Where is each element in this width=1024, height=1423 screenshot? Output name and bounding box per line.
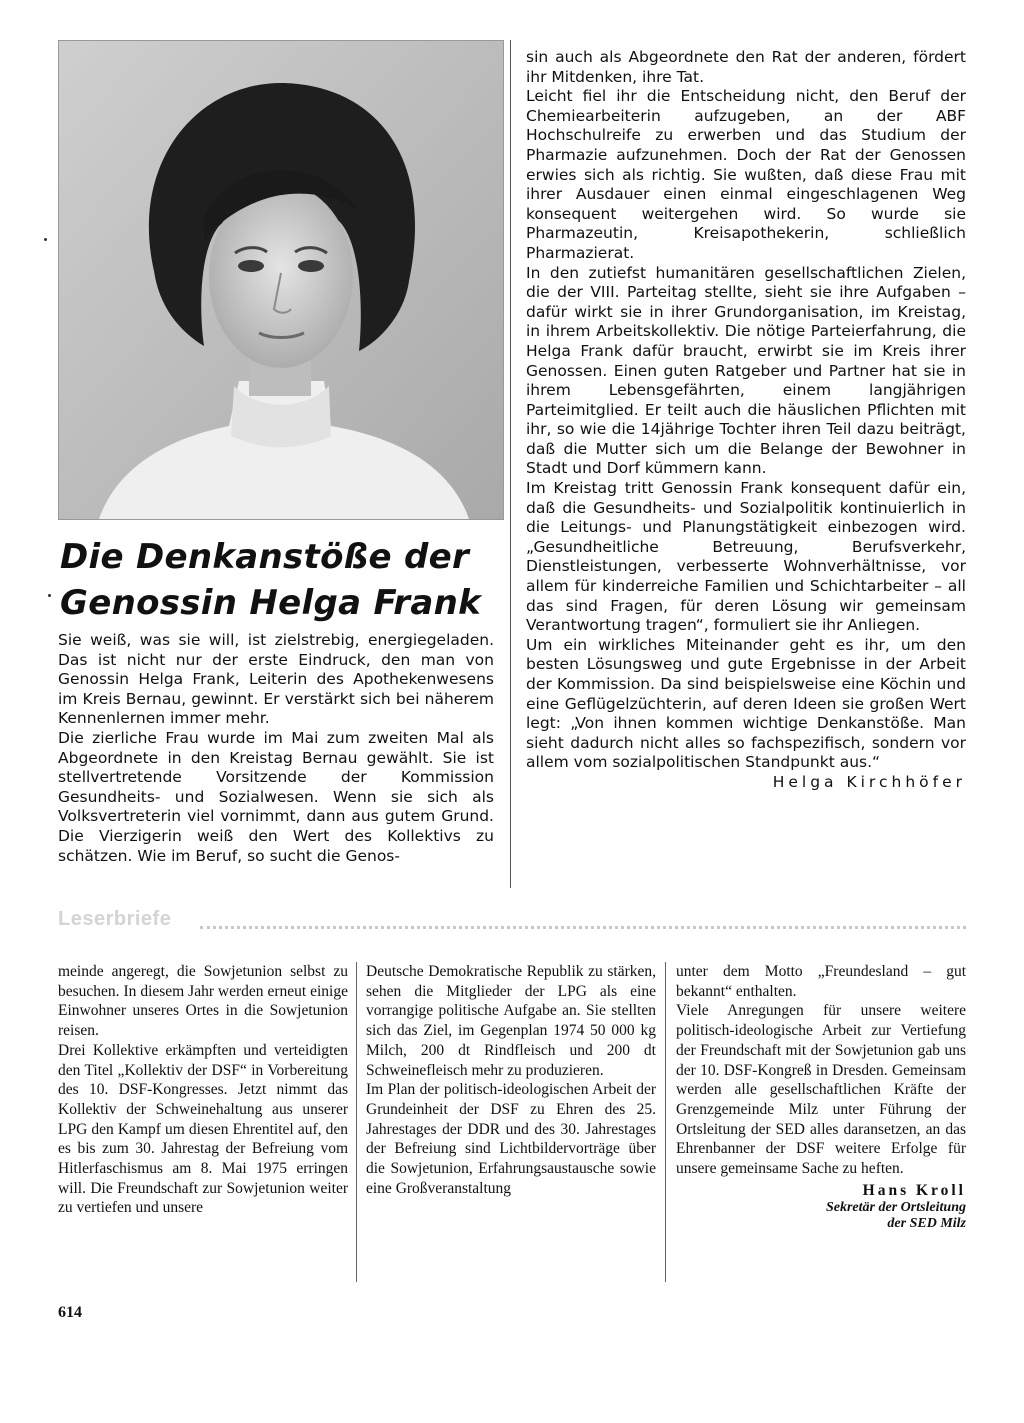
article-paragraph: Sie weiß, was sie will, ist zielstrebig, energiegeladen. Das ist nicht nur der erste Eindruck, den man von Genossin Helga Frank, Leiterin des Apothekenwesens im Kreis Bernau, gewinnt. Er verstärkt sich bei näherem Kennenlernen immer mehr. (58, 631, 494, 728)
letter-paragraph: Drei Kollektive erkämpften und verteidigten den Titel „Kollektiv der DSF“ in Vorbereitung des 10. DSF-Kongresses. Jetzt nimmt das Kollektiv der Schweinehaltung aus unserer LPG den Kampf um diesen Ehrentitel auf, den es bis zum 30. Jahrestag der Befreiung vom Hitlerfaschismus am 8. Mai 1975 erringen will. Die Freundschaft zur Sowjetunion weiter zu vertiefen und unsere (58, 1041, 348, 1217)
column-divider (665, 962, 666, 1282)
author-line (526, 773, 966, 793)
article-paragraph: Leicht fiel ihr die Entscheidung nicht, den Beruf der Chemiearbeiterin aufzugeben, an der ABF Hochschulreife zu erwerben und das Studium der Pharmazie aufzunehmen. Doch der Rat der Genossen erwies sich als richtig. Sie wußten, daß diese Frau mit ihrer Ausdauer einen einmal eingeschlagenen Weg konsequent weitergehen wird. So wurde sie Pharmazeutin, Kreisapothekerin, schließlich Pharmazierat. (526, 87, 966, 262)
article-paragraph: Im Kreistag tritt Genossin Frank konsequent dafür ein, daß die Gesundheits- und Sozialpolitik kontinuierlich in die Leitungs- und Planungstätigkeit einbezogen wird. „Gesundheitliche Betreuung, Berufsverkehr, Dienstleistungen, verbesserte Wohnverhältnisse, vor allem für kinderreiche Familien und Schichtarbeiter – all das sind Fragen, für deren Lösung wir gemeinsam Verantwortung tragen“, formuliert sie ihr Anliegen. (526, 479, 966, 635)
letter-paragraph: unter dem Motto „Freundesland – gut bekannt“ enthalten. (676, 963, 966, 1000)
portrait-drawing (59, 41, 503, 519)
article-author: Helga Kirchhöfer (772, 772, 966, 791)
article-headline (60, 534, 490, 626)
letter-paragraph: Im Plan der politisch-ideologischen Arbeit der Grundeinheit der DSF zu Ehren des 25. Jahrestages der DDR und des 30. Jahrestages der Befreiung sind Lichtbildervorträge über die Sowjetunion, Erfahrungsaustausche sowie eine Großveranstaltung (366, 1081, 656, 1197)
article-paragraph: sin auch als Abgeordnete den Rat der anderen, fördert ihr Mitdenken, ihre Tat. (526, 48, 966, 86)
section-label-leserbriefe: Leserbriefe (58, 908, 172, 930)
article-left-column (58, 631, 494, 866)
headline-line-2: Genossin Helga Frank (60, 583, 482, 623)
letter-column-3 (676, 962, 966, 1232)
column-divider (356, 962, 357, 1282)
letter-signature-role-2: der SED Milz (887, 1216, 966, 1232)
letter-column-2 (366, 962, 656, 1198)
article-paragraph: In den zutiefst humanitären gesellschaftlichen Zielen, die der VIII. Parteitag stellte, sieht sie ihre Aufgaben – dafür wirkt sie in ihrer Grundorganisation, im Kreistag, in ihrem Arbeitskollektiv. Die nötige Parteierfahrung, die Helga Frank dafür braucht, erwirbt sie im Kreis ihrer Genossen. Einen guten Ratgeber und Partner hat sie in ihrem Lebensgefährten, einem langjährigen Parteimitglied. Er teilt auch die häuslichen Pflichten mit ihr, so wie die 14jährige Tochter ihren Teil dazu beiträgt, daß die Mutter sich um die Belange der Bewohner in Stadt und Dorf kümmern kann. (526, 263, 966, 478)
article-paragraph: Die zierliche Frau wurde im Mai zum zweiten Mal als Abgeordnete in den Kreistag Bernau gewählt. Sie ist stellvertretende Vorsitzende der Kommission Gesundheits- und Sozialwesen. Wenn sie sich als Volksvertreterin viel vornimmt, dann aus gutem Grund. Die Vierzigerin weiß den Wert des Kollektivs zu schätzen. Wie im Beruf, so sucht die Genos- (58, 728, 494, 865)
letter-signature-name: Hans Kroll (862, 1181, 966, 1199)
print-speck (48, 594, 51, 597)
letter-paragraph: Deutsche Demokratische Republik zu stärken, sehen die Mitglieder der LPG als eine vorrangige politische Aufgabe an. Sie stellten sich das Ziel, im Gegenplan 1974 50 000 kg Milch, 200 dt Rindfleisch und 200 dt Schweinefleisch mehr zu produzieren. (366, 963, 656, 1079)
article-paragraph: Um ein wirkliches Miteinander geht es ihr, um den besten Lösungsweg und gute Ergebnisse in der Arbeit der Kommission. Da sind beispielsweise eine Köchin und eine Geflügelzüchterin, auf deren Ideen sie großen Wert legt: „Von ihnen kommen wichtige Denkanstöße. Man sieht dadurch nicht alles so fachspezifisch, sondern vor allem vom sozialpolitischen Standpunkt aus.“ (526, 635, 966, 772)
letter-paragraph: meinde angeregt, die Sowjetunion selbst zu besuchen. In diesem Jahr werden erneut einige Einwohner unseres Ortes in die Sowjetunion reisen. (58, 963, 348, 1040)
headline-line-1: Die Denkanstöße der (60, 537, 470, 577)
letter-paragraph: Viele Anregungen für unsere weitere politisch-ideologische Arbeit zur Vertiefung der Freundschaft mit der Sowjetunion gab uns der 10. DSF-Kongreß in Dresden. Gemeinsam werden alle gesellschaftlichen Kräfte der Grenzgemeinde Milz unter Führung der Ortsleitung der SED alles daransetzen, an das Ehrenbanner der DSF weitere Erfolge für unsere gemeinsame Sache zu heften. (676, 1002, 966, 1178)
column-divider (510, 40, 511, 888)
page-number: 614 (58, 1304, 82, 1321)
section-divider (200, 926, 966, 929)
letter-column-1 (58, 962, 348, 1218)
portrait-photo (58, 40, 504, 520)
print-speck (44, 238, 47, 241)
article-right-column (526, 48, 966, 793)
letter-signature-role-1: Sekretär der Ortsleitung (825, 1200, 966, 1216)
